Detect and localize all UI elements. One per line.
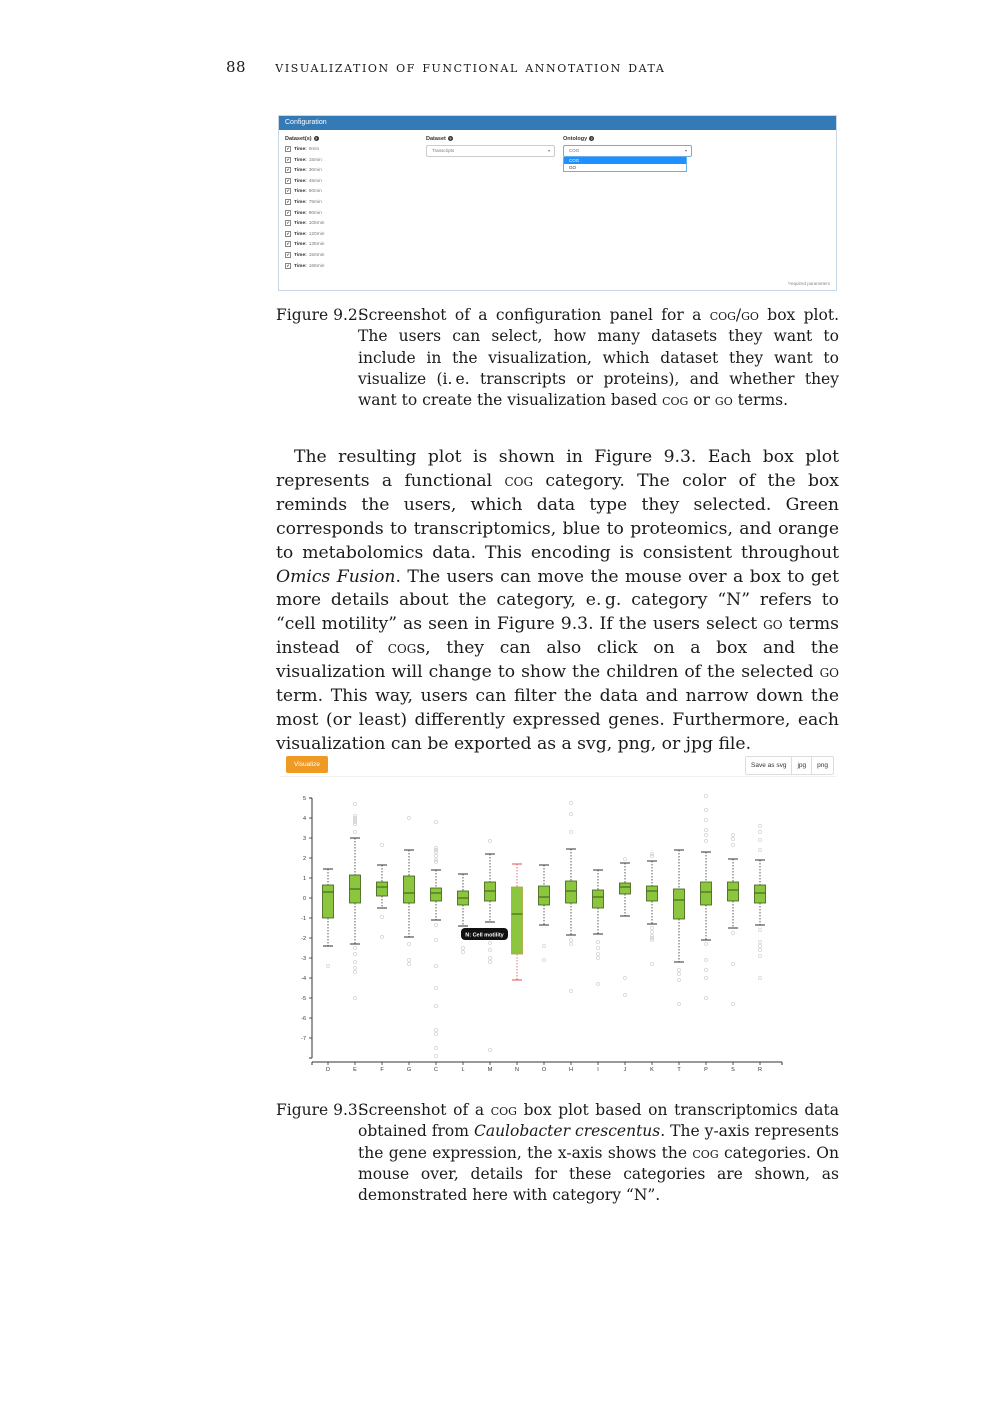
dataset-value: 15min [308, 157, 322, 163]
dataset-checkbox-item[interactable] [285, 240, 324, 251]
dataset-value: 105min [308, 221, 325, 227]
dataset-value: 150min [308, 252, 325, 258]
box-T[interactable] [674, 850, 685, 1006]
dataset-checkbox-item[interactable] [285, 156, 324, 167]
checkbox[interactable]: ✔ [286, 198, 290, 204]
x-tick-label: M [487, 1067, 493, 1073]
body-paragraph: The resulting plot is shown in Figure 9.3. Each box plot represents a functional cog category. The color of the box reminds the users, which data type they selected. Green corresponds to transcriptomics, blue to proteomics, and orange to metabolomics data. This encoding is consistent throughout Omics Fusion. The users can move the mouse over a box to get more details about the category, e. g. category “N” refers to “cell motility” as seen in Figure 9.3. If the users select go terms instead of cogs, they can also click on a box and the visualization will change to show the children of the selected go term. This way, users can filter the data and narrow down the most (or least) differently expressed genes. Furthermore, each visualization can be exported as a svg, png, or jpg file. [276, 447, 840, 754]
svg-text:-1: -1 [301, 916, 306, 922]
svg-text:-2: -2 [301, 936, 306, 942]
x-tick-label: D [326, 1067, 330, 1073]
dataset-label: Dataset ? [426, 136, 452, 142]
svg-text:-4: -4 [301, 976, 306, 982]
x-tick-label: H [569, 1067, 573, 1073]
box-J[interactable] [620, 857, 631, 996]
dataset-checkbox-item[interactable] [285, 166, 324, 177]
ontology-label: Ontology ? [563, 136, 593, 142]
box-F[interactable] [377, 843, 388, 938]
dataset-checkbox-item[interactable] [285, 198, 324, 209]
svg-text:5: 5 [302, 796, 306, 802]
box-I[interactable] [593, 870, 604, 986]
svg-text:0: 0 [302, 896, 306, 902]
dataset-checkbox-item[interactable] [285, 262, 324, 273]
x-tick-label: C [434, 1067, 438, 1073]
dataset-label: Time: [294, 210, 307, 216]
dataset-value: 135min [308, 242, 325, 248]
configuration-panel [278, 115, 837, 291]
dataset-label: Time: [294, 168, 307, 174]
dataset-value: 0min [308, 147, 320, 152]
dataset-value: 45min [308, 178, 322, 184]
box-N[interactable] [512, 864, 523, 980]
datasets-label: Dataset(s) ? [285, 136, 318, 142]
svg-text:2: 2 [302, 856, 306, 862]
x-tick-label: O [541, 1067, 547, 1073]
dataset-checkbox-item[interactable] [285, 219, 324, 230]
dataset-column [426, 136, 555, 157]
dataset-checkbox-item[interactable] [285, 187, 324, 198]
box-O[interactable] [539, 865, 550, 962]
ontology-column [563, 136, 692, 172]
checkbox[interactable]: ✔ [286, 188, 290, 194]
dataset-value: 165min [308, 263, 325, 269]
figure-9-3-caption [276, 1100, 839, 1206]
x-tick-label: J [623, 1067, 627, 1073]
dataset-checkbox-item[interactable] [285, 230, 324, 241]
visualize-button[interactable]: Visualize [286, 756, 328, 773]
help-icon[interactable]: ? [314, 136, 318, 141]
box-R[interactable] [755, 824, 766, 979]
box-M[interactable] [485, 839, 496, 1051]
dataset-value: 120min [308, 231, 325, 237]
box-C[interactable] [431, 820, 442, 1057]
box-S[interactable] [728, 833, 739, 1005]
ontology-select[interactable]: COG ▾ [563, 145, 692, 157]
dataset-label: Time: [294, 231, 307, 237]
dataset-checkbox-item[interactable] [285, 209, 324, 220]
dataset-label: Time: [294, 157, 307, 163]
save-svg-button[interactable]: Save as svg [751, 762, 787, 769]
checkbox[interactable]: ✔ [286, 241, 290, 247]
tooltip [461, 928, 508, 940]
ontology-dropdown [563, 157, 687, 172]
x-tick-label: T [677, 1067, 681, 1073]
x-tick-label: K [650, 1067, 654, 1073]
checkbox[interactable]: ✔ [286, 220, 290, 226]
dataset-label: Time: [294, 199, 307, 205]
box-D[interactable] [323, 869, 334, 968]
dataset-checkbox-item[interactable] [285, 177, 324, 188]
dataset-checkbox-item[interactable] [285, 251, 324, 262]
x-tick-label: L [461, 1067, 465, 1073]
datasets-list [285, 145, 324, 272]
page-number: 88 [226, 58, 247, 76]
box-E[interactable] [350, 802, 361, 999]
x-tick-label: S [731, 1067, 735, 1073]
dataset-label: Time: [294, 178, 307, 184]
save-png-button[interactable]: png [811, 757, 833, 774]
checkbox[interactable]: ✔ [286, 251, 290, 257]
x-tick-label: E [353, 1067, 357, 1073]
checkbox[interactable]: ✔ [286, 209, 290, 215]
running-head [226, 58, 665, 76]
caption-text: Screenshot of a configuration panel for a cog/go box plot. The users can select, how many datasets they want to include in the visualization, which dataset they want to visualize (i. e. transcripts or proteins), and whether they want to create the visualization based cog or go terms. [358, 306, 840, 410]
boxplot-chart[interactable] [280, 750, 836, 1080]
checkbox[interactable]: ✔ [286, 230, 290, 236]
figure-label: Figure 9.2: [276, 306, 363, 324]
dataset-label: Time: [294, 242, 307, 248]
boxplot-screenshot [280, 750, 836, 1080]
configuration-header: Configuration [279, 116, 836, 130]
caret-down-icon: ▾ [684, 148, 687, 153]
box-H[interactable] [566, 801, 577, 992]
svg-text:-5: -5 [301, 996, 306, 1002]
checkbox[interactable]: ✔ [286, 177, 290, 183]
x-tick-label: G [406, 1067, 412, 1073]
dataset-label: Time: [294, 189, 307, 195]
checkbox[interactable]: ✔ [286, 167, 290, 173]
x-tick-label: N [515, 1067, 519, 1073]
x-tick-label: F [380, 1067, 384, 1073]
box-L[interactable] [458, 874, 469, 954]
caption-text: Screenshot of a cog box plot based on transcriptomics data obtained from Caulobacter crescentus. The y-axis represents the gene expression, the x-axis shows the cog categories. On mouse over, details for these categories are shown, as demonstrated here with category “N”. [358, 1101, 839, 1205]
save-jpg-button[interactable]: jpg [791, 757, 811, 774]
svg-text:-3: -3 [301, 956, 306, 962]
help-icon[interactable]: ? [590, 136, 593, 141]
dataset-label: Time: [294, 147, 307, 152]
caret-down-icon: ▾ [547, 148, 550, 153]
dataset-label: Time: [294, 263, 307, 269]
dataset-value: 30min [308, 168, 322, 174]
svg-text:-7: -7 [301, 1036, 306, 1042]
box-G[interactable] [404, 816, 415, 965]
checkbox[interactable]: ✔ [286, 146, 290, 151]
box-P[interactable] [701, 794, 712, 999]
figure-9-2-caption [276, 305, 839, 411]
svg-text:-6: -6 [301, 1016, 306, 1022]
svg-text:3: 3 [302, 836, 306, 842]
dataset-value: 90min [308, 210, 322, 216]
dataset-value: 60min [308, 189, 322, 195]
ontology-option-cog[interactable]: COG [564, 157, 686, 164]
dataset-label: Time: [294, 221, 307, 227]
svg-text:N: Cell motility: N: Cell motility [465, 932, 504, 939]
box-K[interactable] [647, 852, 658, 965]
datasets-column [285, 136, 324, 272]
help-icon[interactable]: ? [449, 136, 452, 141]
dataset-label: Time: [294, 252, 307, 258]
dataset-select[interactable]: Transcripts ▾ [426, 145, 555, 157]
figure-label: Figure 9.3: [276, 1101, 363, 1119]
dataset-checkbox-item[interactable] [285, 145, 324, 156]
x-tick-label: P [704, 1067, 708, 1073]
x-tick-label: R [758, 1067, 762, 1073]
svg-text:4: 4 [302, 816, 306, 822]
checkbox[interactable]: ✔ [286, 156, 290, 162]
ontology-option-go[interactable]: GO [569, 165, 577, 170]
required-note: *required parameters [787, 281, 830, 286]
x-tick-label: I [597, 1067, 599, 1073]
checkbox[interactable]: ✔ [286, 262, 290, 268]
svg-text:1: 1 [302, 876, 306, 882]
dataset-value: 75min [308, 199, 322, 205]
chapter-title: visualization of functional annotation data [275, 58, 666, 76]
